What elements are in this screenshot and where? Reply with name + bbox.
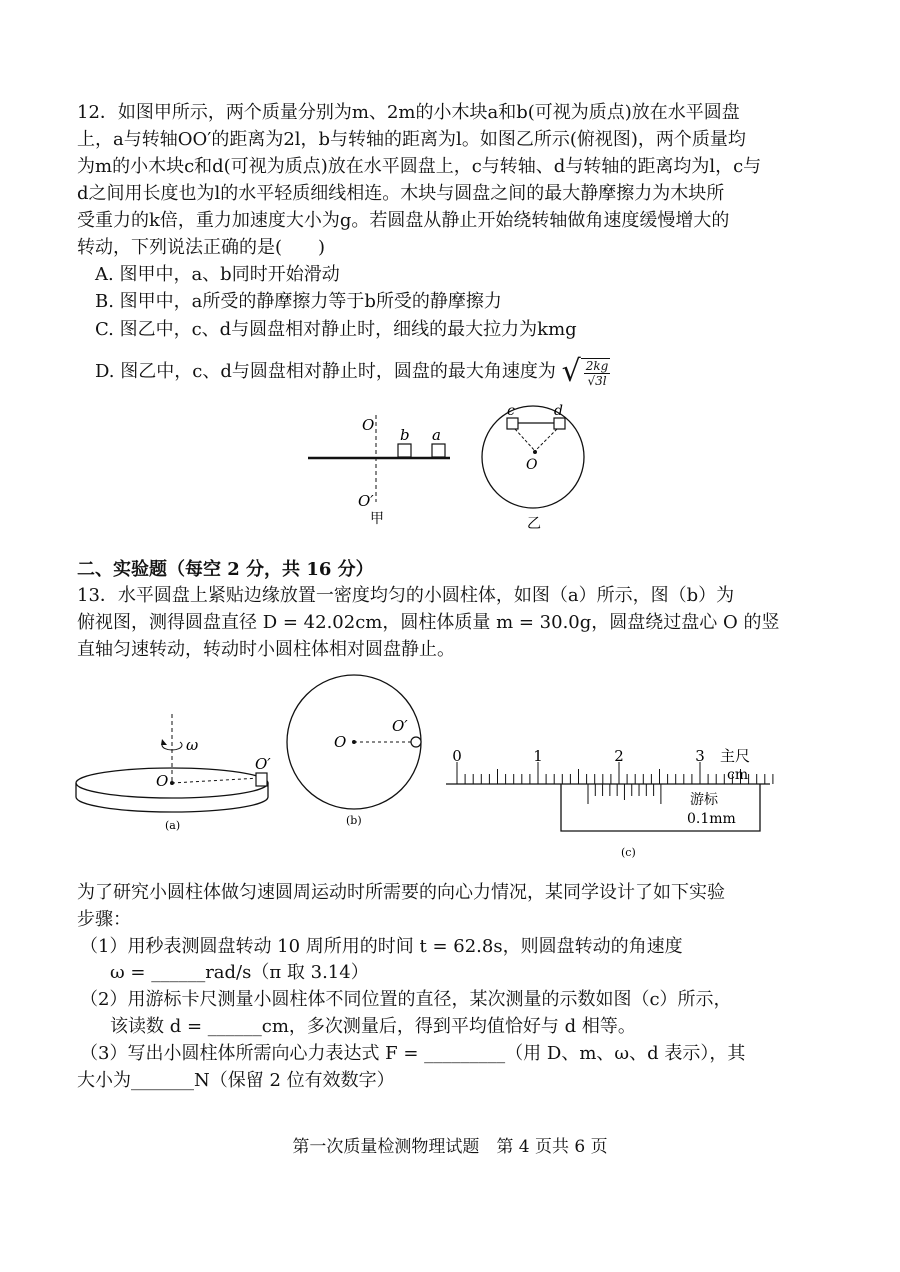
q13-body-2: 步骤： (77, 909, 131, 930)
block-d (554, 418, 565, 429)
vernier-unit: 0.1mm (687, 811, 736, 827)
label-c: c (507, 403, 515, 419)
q12-line-6: 转动，下列说法正确的是( ) (77, 237, 326, 258)
label-b: b (400, 426, 410, 444)
q12-option-c: C. 图乙中，c、d与圆盘相对静止时，细线的最大拉力为kmg (95, 319, 577, 340)
main-scale-label: 主尺 (720, 747, 751, 765)
label-o: O (334, 733, 347, 751)
q12-option-b: B. 图甲中，a所受的静摩擦力等于b所受的静摩擦力 (95, 291, 502, 312)
q13-line-3: 直轴匀速转动，转动时小圆柱体相对圆盘静止。 (77, 639, 455, 660)
sqrt-radicand (581, 358, 611, 388)
label-o: O (156, 772, 169, 790)
radius-c (515, 429, 535, 451)
q12-line-5: 受重力的k倍，重力加速度大小为g。若圆盘从静止开始绕转轴做角速度缓慢增大的 (77, 210, 730, 231)
caption-a: (a) (165, 819, 181, 832)
figure-c-vernier (440, 738, 780, 866)
q13-line-1: 13．水平圆盘上紧贴边缘放置一密度均匀的小圆柱体，如图（a）所示，图（b）为 (77, 585, 735, 606)
q13-line-2: 俯视图，测得圆盘直径 D = 42.02cm，圆柱体质量 m = 30.0g，圆盘绕过盘心 O 的竖 (77, 612, 780, 633)
label-o-prime: O′ (392, 717, 408, 735)
arrow-head-icon (161, 739, 167, 745)
main-tick-label-3: 3 (695, 747, 705, 765)
main-scale-unit: cm (727, 767, 749, 783)
label-omega: ω (186, 736, 199, 754)
q12-line-3: 为m的小木块c和d(可视为质点)放在水平圆盘上，c与转轴、d与转轴的距离均为l，c与 (77, 156, 762, 177)
label-o-prime: O′ (358, 492, 374, 510)
figure-a (72, 712, 282, 837)
q13-body-1: 为了研究小圆柱体做匀速圆周运动时所需要的向心力情况，某同学设计了如下实验 (77, 882, 725, 903)
figure-b (282, 672, 432, 834)
q13-step-3: （3）写出小圆柱体所需向心力表达式 F = _________（用 D、m、ω、d 表示），其 (80, 1043, 746, 1064)
radius-d (535, 429, 557, 451)
center-dot (352, 740, 356, 744)
q12-line-1: 12．如图甲所示，两个质量分别为m、2m的小木块a和b(可视为质点)放在水平圆盘 (77, 102, 740, 123)
frac-denominator: √3l (587, 374, 607, 388)
q12-option-a: A. 图甲中，a、b同时开始滑动 (95, 264, 340, 285)
main-tick-label-2: 2 (614, 747, 624, 765)
center-dot (533, 450, 537, 454)
q13-step-3-answer: 大小为_______N（保留 2 位有效数字） (77, 1070, 395, 1091)
label-a: a (432, 426, 441, 444)
figure-yi (478, 400, 598, 535)
block-a (432, 444, 445, 457)
cylinder (411, 737, 421, 747)
cylinder (256, 773, 267, 786)
caption-jia: 甲 (370, 511, 384, 527)
q12-line-4: d之间用长度也为l的水平轻质细线相连。木块与圆盘之间的最大静摩擦力为木块所 (77, 183, 725, 204)
q13-step-1: （1）用秒表测圆盘转动 10 周所用的时间 t = 62.8s，则圆盘转动的角速度 (80, 936, 683, 957)
caption-c: (c) (621, 846, 636, 859)
block-c (507, 418, 518, 429)
vernier-label: 游标 (690, 792, 718, 808)
page-footer: 第一次质量检测物理试题 第 4 页共 6 页 (292, 1137, 608, 1157)
frac-numerator: 2kg (585, 359, 609, 373)
label-o: O (526, 457, 538, 473)
caption-yi: 乙 (527, 516, 541, 532)
q13-step-2: （2）用游标卡尺测量小圆柱体不同位置的直径，某次测量的示数如图（c）所示， (80, 989, 732, 1010)
block-b (398, 444, 411, 457)
q12-option-d (95, 356, 610, 388)
label-d: d (554, 403, 563, 419)
q13-step-2-answer: 该读数 d = ______cm，多次测量后，得到平均值恰好与 d 相等。 (110, 1016, 636, 1037)
sqrt-sign-icon: √ (561, 354, 581, 389)
label-o: O (362, 416, 375, 434)
label-o-prime: O′ (255, 755, 271, 773)
q12-line-2: 上，a与转轴OO′的距离为2l，b与转轴的距离为l。如图乙所示(俯视图)，两个质量均 (77, 129, 746, 150)
main-tick-label-1: 1 (533, 747, 543, 765)
q12-option-d-text: D. 图乙中，c、d与圆盘相对静止时，圆盘的最大角速度为 (95, 361, 556, 382)
caption-b: (b) (346, 814, 362, 827)
section-heading: 二、实验题（每空 2 分，共 16 分） (77, 559, 374, 580)
figure-jia (300, 410, 460, 530)
main-tick-label-0: 0 (452, 747, 462, 765)
q13-step-1-answer: ω = ______rad/s（π 取 3.14） (110, 962, 369, 983)
center-dot (170, 781, 174, 785)
